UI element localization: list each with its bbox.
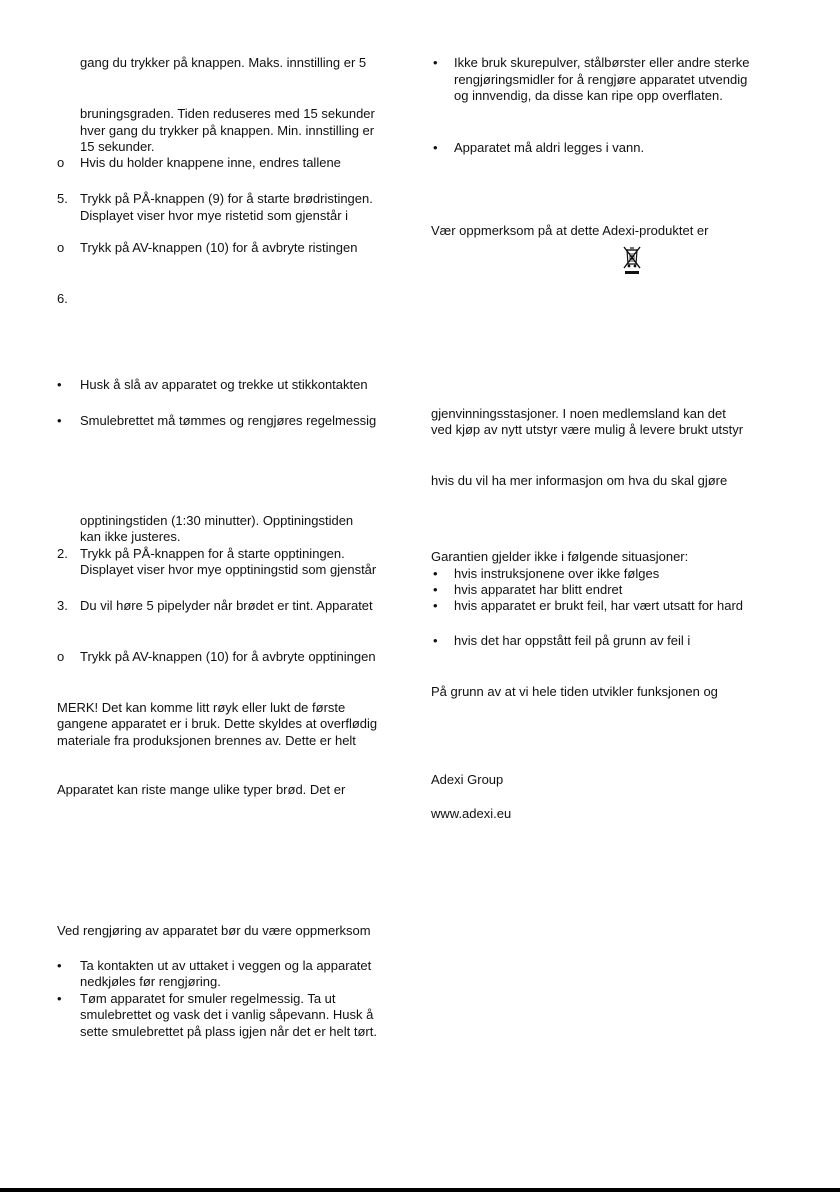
text-line: gangene apparatet er i bruk. Dette skyldes at overflødig [57,716,378,731]
text-line: hvis det har oppstått feil på grunn av feil i [454,633,691,648]
bullet: • [57,991,62,1006]
text-line: Displayet viser hvor mye opptiningstid som gjenstår [80,562,377,577]
bullet: • [433,55,438,70]
text-line: Trykk på PÅ-knappen for å starte opptiningen. [80,546,345,561]
website-link[interactable]: www.adexi.eu [431,806,512,821]
text-line: Displayet viser hvor mye ristetid som gjenstår i [80,208,349,223]
text-line: og innvendig, da disse kan ripe opp overflaten. [454,88,723,103]
bullet: • [433,582,438,597]
text-line: hver gang du trykker på knappen. Min. innstilling er [80,123,375,138]
text-line: Garantien gjelder ikke i følgende situasjoner: [431,549,689,564]
list-marker: o [57,155,65,170]
text-line: rengjøringsmidler for å rengjøre apparatet utvendig [454,72,748,87]
text-line: Trykk på AV-knappen (10) for å avbryte opptiningen [80,649,376,664]
text-line: smulebrettet og vask det i vanlig såpevann. Husk å [80,1007,374,1022]
text-line: MERK! Det kan komme litt røyk eller lukt de første [57,700,346,715]
list-number: 2. [57,546,68,561]
text-line: Trykk på AV-knappen (10) for å avbryte ristingen [80,240,358,255]
text-line: materiale fra produksjonen brennes av. Dette er helt [57,733,356,748]
bullet: • [433,633,438,648]
bullet: • [57,958,62,973]
text-line: gang du trykker på knappen. Maks. innstilling er 5 [80,55,367,70]
list-number: 6. [57,291,68,306]
text-line: hvis du vil ha mer informasjon om hva du skal gjøre [431,473,728,488]
bullet: • [57,377,62,392]
text-line: Ikke bruk skurepulver, stålbørster eller andre sterke [454,55,750,70]
text-line: Du vil høre 5 pipelyder når brødet er tint. Apparatet [80,598,373,613]
company-name: Adexi Group [431,772,504,787]
list-marker: o [57,649,65,664]
text-line: nedkjøles før rengjøring. [80,974,221,989]
text-line: hvis apparatet er brukt feil, har vært utsatt for hard [454,598,744,613]
text-line: gjenvinningsstasjoner. I noen medlemsland kan det [431,406,726,421]
text-line: hvis apparatet har blitt endret [454,582,623,597]
text-line: Tøm apparatet for smuler regelmessig. Ta ut [80,991,336,1006]
text-line: Hvis du holder knappene inne, endres tallene [80,155,341,170]
bullet: • [433,598,438,613]
crossed-out-wheeled-bin-icon [622,245,642,275]
list-number: 3. [57,598,68,613]
text-line: På grunn av at vi hele tiden utvikler funksjonen og [431,684,718,699]
bullet: • [57,413,62,428]
text-line: Smulebrettet må tømmes og rengjøres regelmessig [80,413,377,428]
bullet: • [433,566,438,581]
text-line: 15 sekunder. [80,139,155,154]
text-line: Ta kontakten ut av uttaket i veggen og la apparatet [80,958,372,973]
text-line: sette smulebrettet på plass igjen når det er helt tørt. [80,1024,377,1039]
bullet: • [433,140,438,155]
text-line: bruningsgraden. Tiden reduseres med 15 sekunder [80,106,375,121]
text-line: Ved rengjøring av apparatet bør du være oppmerksom [57,923,371,938]
list-marker: o [57,240,65,255]
text-line: Apparatet må aldri legges i vann. [454,140,645,155]
page-bottom-edge [0,1188,840,1192]
text-line: Apparatet kan riste mange ulike typer brød. Det er [57,782,346,797]
text-line: Husk å slå av apparatet og trekke ut stikkontakten [80,377,368,392]
text-line: kan ikke justeres. [80,529,181,544]
text-line: hvis instruksjonene over ikke følges [454,566,660,581]
text-line: opptiningstiden (1:30 minutter). Opptiningstiden [80,513,354,528]
text-line: ved kjøp av nytt utstyr være mulig å levere brukt utstyr [431,422,744,437]
list-number: 5. [57,191,68,206]
text-line: Trykk på PÅ-knappen (9) for å starte brødristingen. [80,191,373,206]
text-line: Vær oppmerksom på at dette Adexi-produktet er [431,223,709,238]
